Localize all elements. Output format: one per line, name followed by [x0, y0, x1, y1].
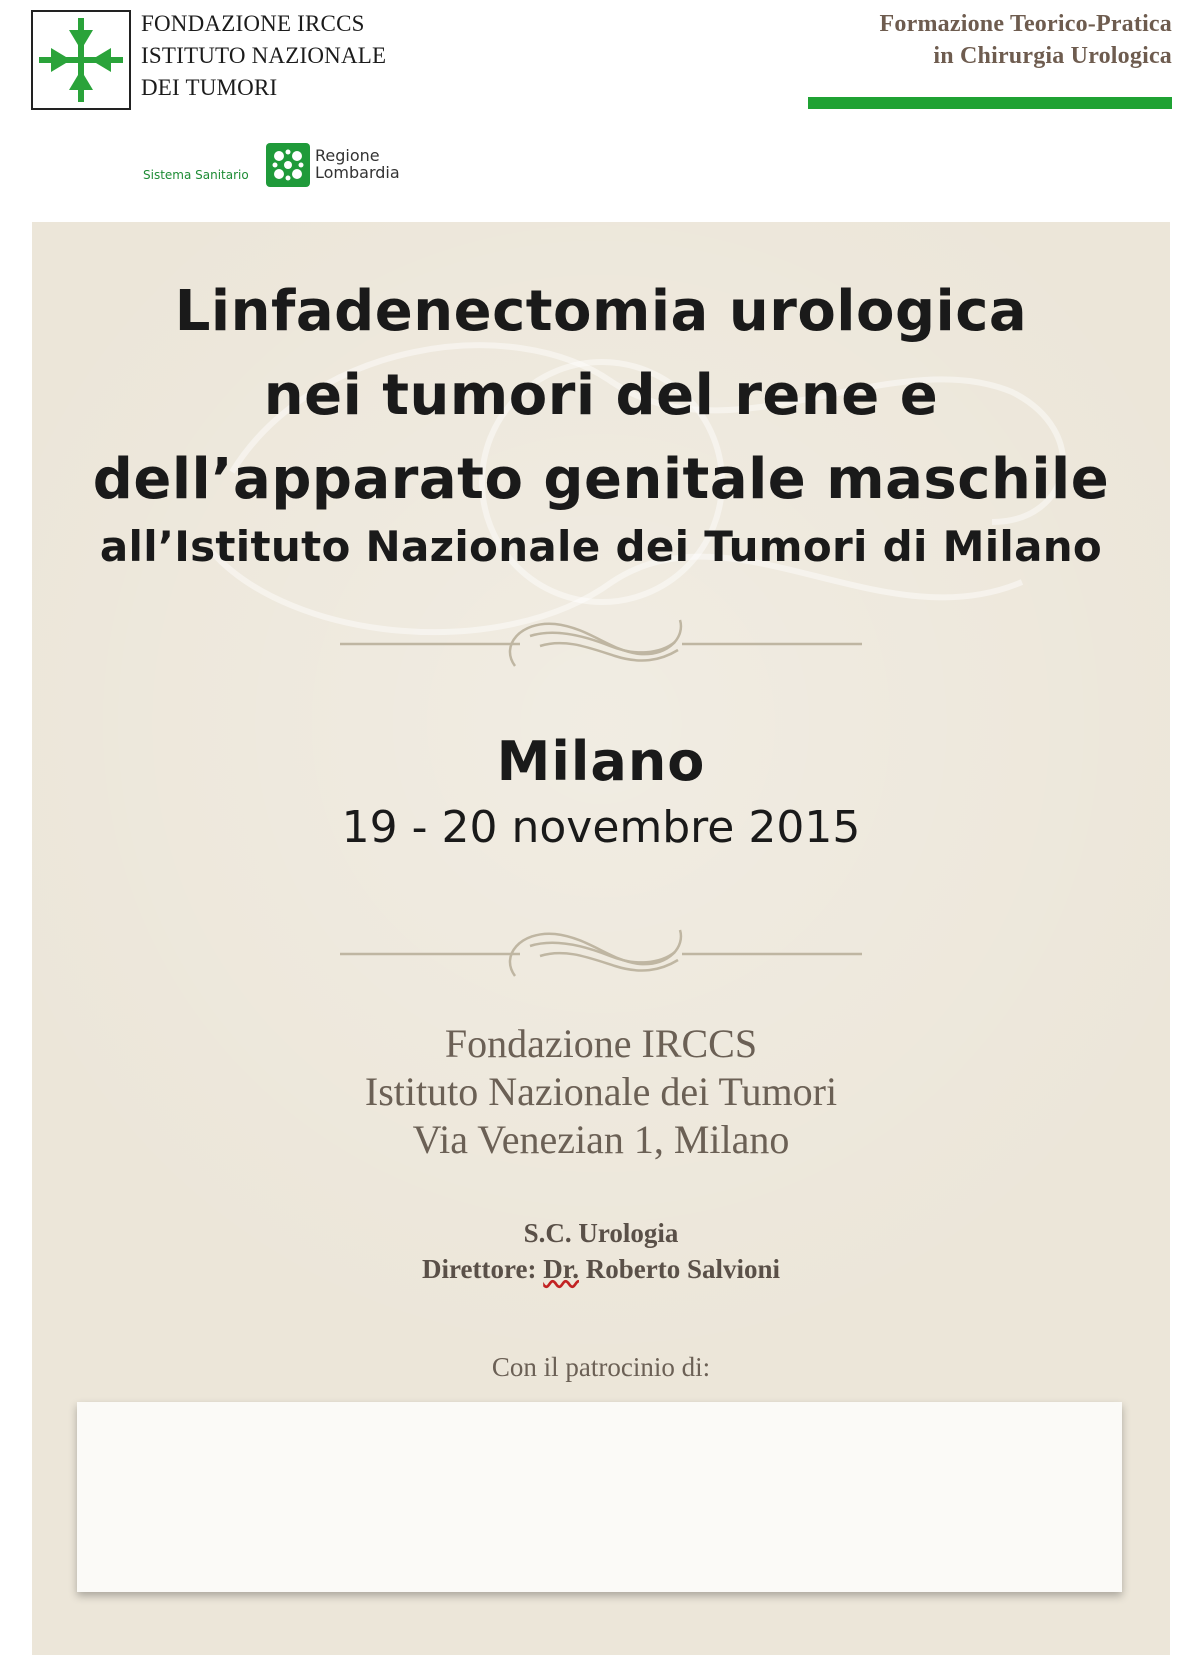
venue-address — [32, 1020, 1170, 1164]
event-dates: 19 - 20 novembre 2015 — [341, 802, 861, 853]
brochure-panel — [32, 222, 1170, 1655]
event-title-line: Linfadenectomia urologica — [174, 279, 1028, 344]
venue-line: Fondazione IRCCS — [444, 1021, 758, 1066]
program-title — [880, 8, 1172, 72]
event-title-line: nei tumori del rene e — [263, 363, 939, 428]
region-name — [315, 147, 400, 181]
department-info — [32, 1215, 1170, 1287]
lombardy-rose-icon — [266, 143, 310, 187]
region-name-line: Lombardia — [315, 163, 400, 182]
event-city: Milano — [496, 730, 706, 793]
venue-line: Via Venezian 1, Milano — [412, 1117, 790, 1162]
director-name: Roberto Salvioni — [585, 1254, 780, 1284]
scroll-flourish-icon — [340, 606, 862, 676]
director-title: Dr. — [543, 1254, 579, 1284]
sponsor-logos-box — [77, 1402, 1122, 1592]
header-green-rule — [808, 97, 1172, 109]
institute-name — [141, 8, 386, 104]
scroll-flourish-icon — [340, 916, 862, 986]
event-title-line: dell’apparato genitale maschile — [92, 447, 1110, 512]
venue-line: Istituto Nazionale dei Tumori — [364, 1069, 838, 1114]
program-title-line: in Chirurgia Urologica — [933, 43, 1172, 69]
institute-name-line: ISTITUTO NAZIONALE — [141, 43, 387, 68]
director-label: Direttore: — [422, 1254, 537, 1284]
event-subtitle: all’Istituto Nazionale dei Tumori di Milano — [99, 522, 1103, 571]
program-title-line: Formazione Teorico-Pratica — [879, 11, 1172, 37]
event-title — [32, 270, 1170, 522]
department-unit: S.C. Urologia — [523, 1218, 679, 1248]
institute-logo-icon — [31, 10, 131, 110]
institute-name-line: DEI TUMORI — [141, 75, 278, 100]
page-header — [0, 0, 1200, 215]
patronage-label: Con il patrocinio di: — [491, 1352, 711, 1382]
department-director — [32, 1251, 1170, 1287]
sistema-sanitario-label: Sistema Sanitario — [143, 168, 249, 182]
region-name-line: Regione — [315, 146, 380, 165]
institute-name-line: FONDAZIONE IRCCS — [141, 11, 365, 36]
